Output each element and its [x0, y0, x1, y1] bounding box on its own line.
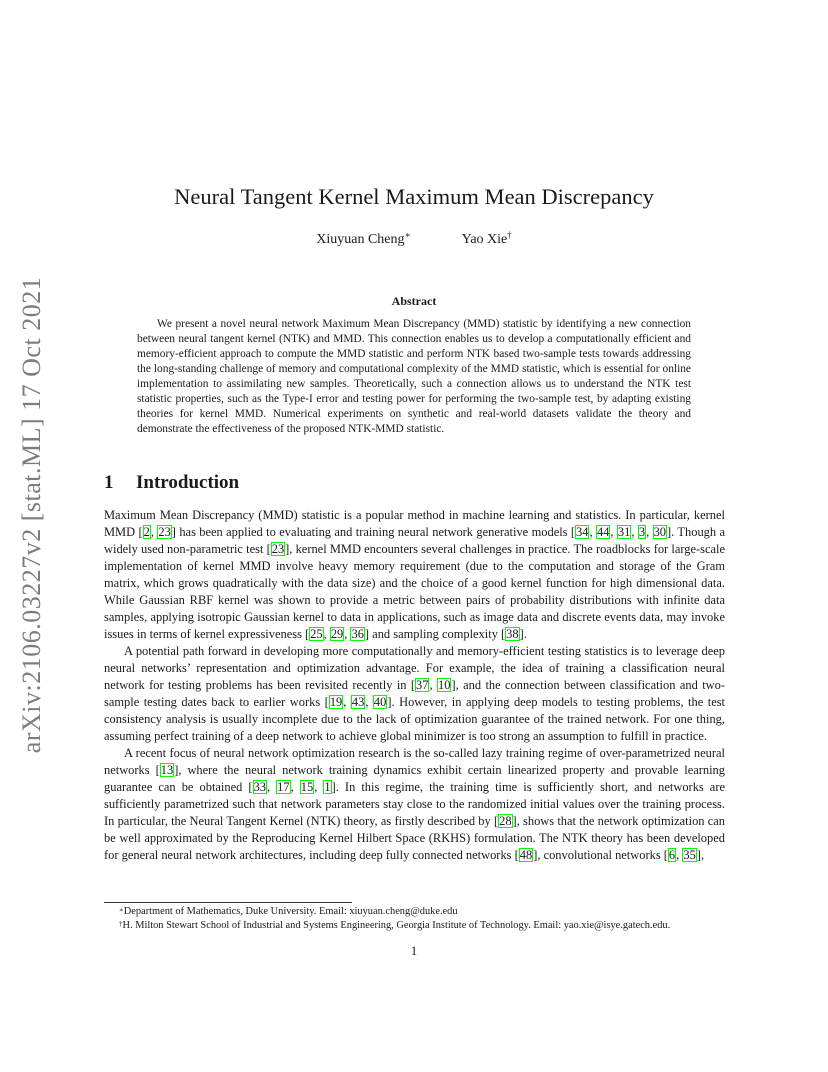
- citation-link[interactable]: 13: [160, 763, 174, 777]
- paragraph-text: ], kernel MMD encounters several challenges in practice. The roadblocks for large-scale implementation of kernel MMD involve heavy memory requirement (due to the computation and storage of the Gram matrix, which grows quadratically with the data size) and the choice of a good kernel function for high dimensional data. While Gaussian RBF kernel was shown to provide a metric between pairs of probability distributions with infinite data samples, applying isotropic Gaussian kernel to data in applications, such as image data and discrete events data, may invoke issues in terms of kernel expressiveness [: [104, 542, 725, 641]
- paragraph-text: ,: [365, 695, 373, 709]
- author-1-footnote-mark[interactable]: ∗: [404, 230, 411, 240]
- citation-link[interactable]: 17: [277, 780, 290, 794]
- footnote-1: [104, 905, 725, 919]
- section-number: 1: [104, 472, 114, 493]
- footnote-rule: [104, 902, 352, 903]
- paper-title: Neural Tangent Kernel Maximum Mean Discrepancy: [174, 184, 654, 209]
- section-title: Introduction: [136, 472, 240, 493]
- citation-link[interactable]: 15: [300, 780, 314, 794]
- paragraph-text: ,: [267, 780, 277, 794]
- introduction-body: [104, 507, 725, 864]
- paragraph-text: ,: [290, 780, 300, 794]
- citation-link[interactable]: 35: [683, 848, 696, 862]
- abstract-heading: Abstract: [391, 294, 437, 308]
- citation-link[interactable]: 29: [330, 627, 344, 641]
- paragraph-text: ], shows that the network optimization can be well approximated by the Reproducing Kernel Hilbert Space (RKHS) formulation. The NTK theory has been developed for general neural network architectures, including deep fully connected networks [: [104, 814, 725, 862]
- footnote-1-mark: ∗: [119, 906, 124, 914]
- author-1-name: Xiuyuan Cheng: [316, 232, 405, 247]
- paragraph-text: ,: [343, 695, 351, 709]
- author-list: [0, 232, 828, 248]
- paragraph-text: ], convolutional networks [: [533, 848, 668, 862]
- footnote-2: [104, 919, 725, 933]
- paragraph-text: ,: [150, 525, 158, 539]
- paragraph-text: ,: [676, 848, 683, 862]
- citation-link[interactable]: 1: [324, 780, 331, 794]
- footnote-2-text: H. Milton Stewart School of Industrial and Systems Engineering, Georgia Institute of Technology. Email: yao.xie@isye.gatech.edu.: [122, 920, 671, 931]
- section-heading: [104, 472, 239, 494]
- author-2-footnote-mark[interactable]: †: [507, 230, 512, 240]
- citation-link[interactable]: 6: [668, 848, 676, 862]
- footnote-2-mark: †: [119, 920, 123, 928]
- citation-link[interactable]: 2: [143, 525, 150, 539]
- citation-link[interactable]: 23: [271, 542, 285, 556]
- paragraph-text: ], and the connection between classification and two-sample testing dates back to earlier works [: [104, 678, 726, 709]
- paragraph-text: ]. Though a widely used non-parametric test [: [104, 525, 726, 556]
- paragraph-text: ] and sampling complexity [: [364, 627, 506, 641]
- paragraph: [104, 643, 725, 745]
- paragraph-text: ], where the neural network training dynamics exhibit certain linearized property and provable learning guarantee can be obtained [: [104, 763, 725, 794]
- page-number: 1: [410, 944, 418, 958]
- arxiv-identifier: arXiv:2106.03227v2 [stat.ML] 17 Oct 2021: [17, 276, 46, 754]
- paragraph: [104, 507, 725, 643]
- paragraph-text: ,: [323, 627, 330, 641]
- paragraph-text: ,: [646, 525, 653, 539]
- paragraph-text: ].: [519, 627, 527, 641]
- author-2: [462, 232, 512, 247]
- footnote-1-text: Department of Mathematics, Duke University. Email: xiuyuan.cheng@duke.edu: [123, 906, 458, 917]
- citation-link[interactable]: 3: [638, 525, 646, 539]
- paragraph-text: ,: [429, 678, 437, 692]
- citation-link[interactable]: 10: [438, 678, 451, 692]
- citation-link[interactable]: 38: [506, 627, 519, 641]
- arxiv-sidebar: [10, 276, 54, 754]
- paragraph-text: ]. In this regime, the training time is sufficiently short, and networks are sufficiently parametrized such that network parameters stay close to the randomized initial values over the training process. In particular, the Neural Tangent Kernel (NTK) theory, as firstly described by [: [104, 780, 725, 828]
- citation-link[interactable]: 48: [519, 848, 533, 862]
- citation-link[interactable]: 37: [416, 678, 429, 692]
- paragraph-text: ,: [631, 525, 638, 539]
- paragraph-text: ,: [344, 627, 351, 641]
- citation-link[interactable]: 25: [310, 627, 323, 641]
- paragraph-text: ,: [610, 525, 617, 539]
- author-1: [316, 232, 410, 247]
- paragraph-text: ,: [314, 780, 324, 794]
- paragraph-text: A potential path forward in developing more computationally and memory-efficient testing statistics is to leverage deep neural networks’ representation and optimization advantage. For example, the idea of training a classification neural network for testing problems has been revisited recently in [: [104, 644, 725, 692]
- abstract-text: We present a novel neural network Maximum Mean Discrepancy (MMD) statistic by identifying a new connection between neural tangent kernel (NTK) and MMD. This connection enables us to develop a computationally efficient and memory-efficient approach to compute the MMD statistic and perform NTK based two-sample tests towards addressing the long-standing challenge of memory and computational complexity of the MMD statistic, which is essential for online implementation to assimilating new samples. Theoretically, such a connection allows us to understand the NTK test statistic properties, such as the Type-I error and testing power for performing the two-sample test, by adapting existing theories for kernel MMD. Numerical experiments on synthetic and real-world datasets validate the theory and demonstrate the effectiveness of the proposed NTK-MMD statistic.: [137, 318, 691, 435]
- citation-link[interactable]: 31: [617, 525, 631, 539]
- citation-link[interactable]: 30: [653, 525, 667, 539]
- paragraph-text: ]. However, in applying deep models to testing problems, the test consistency analysis is usually incomplete due to the lack of optimization guarantee of the trained network. For one thing, assuming perfect training of a deep network to achieve global minimizer is too strong an assumption to fulfill in practice.: [104, 695, 726, 743]
- citation-link[interactable]: 43: [351, 695, 365, 709]
- paragraph-text: ,: [589, 525, 596, 539]
- citation-link[interactable]: 23: [158, 525, 171, 539]
- citation-link[interactable]: 19: [329, 695, 343, 709]
- citation-link[interactable]: 40: [373, 695, 387, 709]
- citation-link[interactable]: 44: [596, 525, 610, 539]
- paragraph-text: ] has been applied to evaluating and training neural network generative models [: [171, 525, 576, 539]
- paragraph-text: A recent focus of neural network optimization research is the so-called lazy training regime of over-parametrized neural networks [: [104, 746, 725, 777]
- author-2-name: Yao Xie: [461, 232, 508, 247]
- paragraph-text: Maximum Mean Discrepancy (MMD) statistic is a popular method in machine learning and statistics. In particular, kernel MMD [: [104, 508, 725, 539]
- citation-link[interactable]: 34: [576, 525, 589, 539]
- citation-link[interactable]: 33: [253, 780, 266, 794]
- citation-link[interactable]: 36: [351, 627, 364, 641]
- citation-link[interactable]: 28: [499, 814, 512, 828]
- paragraph-text: ],: [696, 848, 705, 862]
- paragraph: [104, 745, 725, 864]
